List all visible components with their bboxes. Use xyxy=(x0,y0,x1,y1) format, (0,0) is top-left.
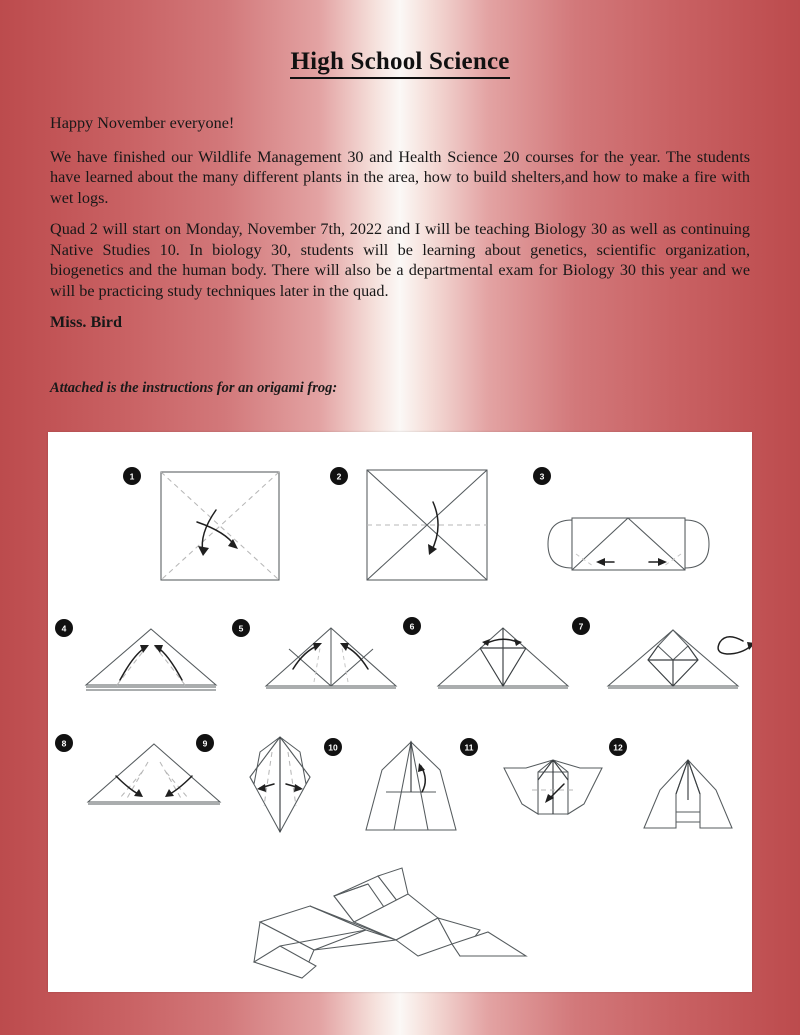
step-4-base-layers xyxy=(86,687,216,690)
origami-step-2 xyxy=(330,467,487,580)
page-title: High School Science xyxy=(290,48,509,79)
step-number-6: 6 xyxy=(409,621,415,632)
paragraph-courses-finished: We have finished our Wildlife Management 30 and Health Science 20 courses for the year. The students have learned about the many different plants in the area, how to build shelters,and how to make a fire with wet logs. xyxy=(50,147,750,207)
origami-step-5 xyxy=(232,619,396,688)
step-3-rectangle xyxy=(572,518,685,570)
paragraph-signature: Miss. Bird xyxy=(50,313,122,331)
body-text-block xyxy=(50,113,750,333)
origami-instructions-panel xyxy=(48,432,752,992)
paragraph-greeting: Happy November everyone! xyxy=(50,114,235,132)
origami-step-8 xyxy=(55,734,220,804)
origami-step-4 xyxy=(55,619,216,690)
step-number-9: 9 xyxy=(202,738,208,749)
origami-step-6 xyxy=(403,617,568,688)
origami-step-10 xyxy=(324,738,456,830)
origami-final-frog xyxy=(254,868,526,978)
origami-step-3 xyxy=(533,467,709,570)
step-4-triangle xyxy=(86,629,216,685)
step-number-1: 1 xyxy=(129,471,135,482)
step-number-2: 2 xyxy=(336,471,342,482)
step-number-8: 8 xyxy=(61,738,67,749)
step-number-7: 7 xyxy=(578,621,584,632)
step-number-4: 4 xyxy=(61,623,67,634)
origami-diagram xyxy=(48,432,752,992)
step-3-right-flap xyxy=(685,520,709,568)
step-number-11: 11 xyxy=(464,742,474,753)
step-8-triangle xyxy=(88,744,220,802)
step-7-flip-arrow xyxy=(718,637,752,654)
origami-step-12 xyxy=(609,738,732,828)
step-3-left-flap xyxy=(548,520,572,568)
paragraph-quad-2-plans: Quad 2 will start on Monday, November 7th, 2022 and I will be teaching Biology 30 as well as continuing Native Studies 10. In biology 30, students will be learning about genetics, scientific organization, biogenetics and the human body. There will also be a departmental exam for Biology 30 this year and we will be practicing study techniques later in the quad. xyxy=(50,220,750,300)
page-title-container xyxy=(0,48,800,79)
step-number-10: 10 xyxy=(328,742,338,753)
origami-step-1 xyxy=(123,467,279,580)
origami-step-7 xyxy=(572,617,752,688)
step-number-12: 12 xyxy=(613,742,623,753)
origami-step-11 xyxy=(460,738,602,814)
attachment-caption: Attached is the instructions for an origami frog: xyxy=(50,380,338,396)
origami-step-9 xyxy=(196,734,310,832)
step-number-5: 5 xyxy=(238,623,244,634)
step-number-3: 3 xyxy=(539,471,545,482)
